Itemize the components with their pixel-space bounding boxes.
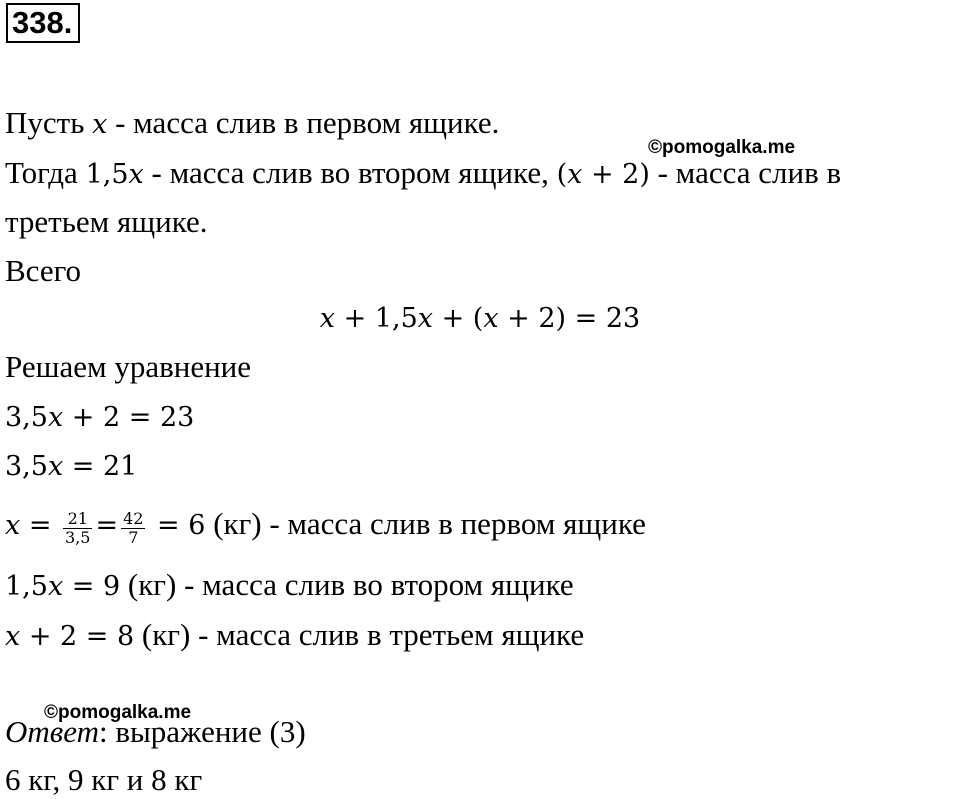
- intro-text-start: Пусть: [5, 105, 93, 140]
- step-part: 3,5: [5, 402, 48, 433]
- third-line: третьем ящике.: [5, 204, 208, 239]
- answer-values: 6 кг, 9 кг и 8 кг: [5, 762, 203, 797]
- step-part: = 6: [148, 510, 206, 541]
- eq-part: + 2) = 23: [498, 303, 641, 334]
- step-part: =: [20, 510, 61, 541]
- variable-x: x: [5, 621, 21, 652]
- step-part: =: [95, 510, 119, 541]
- eq-part: + 1,5: [335, 303, 418, 334]
- fraction-denominator: 7: [121, 528, 145, 547]
- paren-open: (: [556, 159, 568, 190]
- variable-x: x: [47, 571, 64, 602]
- variable-x: x: [483, 303, 499, 334]
- fraction-numerator: 21: [67, 509, 88, 529]
- step-3-text: (кг) - масса слив в первом ящике: [205, 506, 646, 541]
- expr-plus-two: + 2): [582, 159, 650, 190]
- variable-x: x: [92, 109, 108, 140]
- fraction-numerator: 42: [123, 509, 144, 529]
- step-5-text: (кг) - масса слив в третьем ящике: [134, 617, 585, 652]
- variable-x: x: [319, 303, 336, 334]
- step-part: 3,5: [5, 451, 48, 482]
- fraction-42-over-7: [121, 510, 145, 547]
- intro-line: [5, 104, 499, 144]
- second-text-end: - масса слив в: [649, 155, 842, 190]
- main-equation: [0, 300, 960, 342]
- step-part: + 2 = 23: [63, 402, 195, 433]
- variable-x: x: [5, 510, 21, 541]
- problem-number: 338.: [6, 3, 80, 43]
- step-part: = 9: [63, 571, 121, 602]
- step-5: [5, 616, 584, 656]
- second-text-mid: - масса слив во втором ящике,: [143, 155, 557, 190]
- watermark-top: ©pomogalka.me: [648, 137, 796, 158]
- fraction-21-over-3-5: [63, 510, 92, 547]
- watermark-bottom: ©pomogalka.me: [44, 702, 192, 723]
- step-1: [5, 397, 194, 437]
- answer-label: Ответ: [5, 714, 99, 749]
- answer-text: : выражение (3): [98, 714, 306, 749]
- intro-text-end: - масса слив в первом ящике.: [107, 105, 500, 140]
- eq-part: + (: [432, 303, 484, 334]
- variable-x: x: [128, 159, 144, 190]
- variable-x: x: [47, 451, 64, 482]
- total-line: Всего: [5, 253, 82, 288]
- answer-line: [5, 713, 306, 751]
- step-3: [5, 505, 646, 548]
- second-text-start: Тогда: [5, 155, 86, 190]
- variable-x: x: [47, 402, 64, 433]
- coef-1-5: 1,5: [85, 159, 129, 190]
- step-4-text: (кг) - масса слив во втором ящике: [120, 567, 574, 602]
- step-2: [5, 446, 137, 486]
- step-part: 1,5: [5, 571, 48, 602]
- second-line: [5, 154, 841, 194]
- fraction-denominator: 3,5: [65, 528, 91, 548]
- solve-heading: Решаем уравнение: [5, 349, 252, 384]
- step-part: = 21: [63, 451, 138, 482]
- variable-x: x: [567, 159, 583, 190]
- variable-x: x: [417, 303, 433, 334]
- step-4: [5, 566, 574, 606]
- step-part: + 2 = 8: [20, 621, 135, 652]
